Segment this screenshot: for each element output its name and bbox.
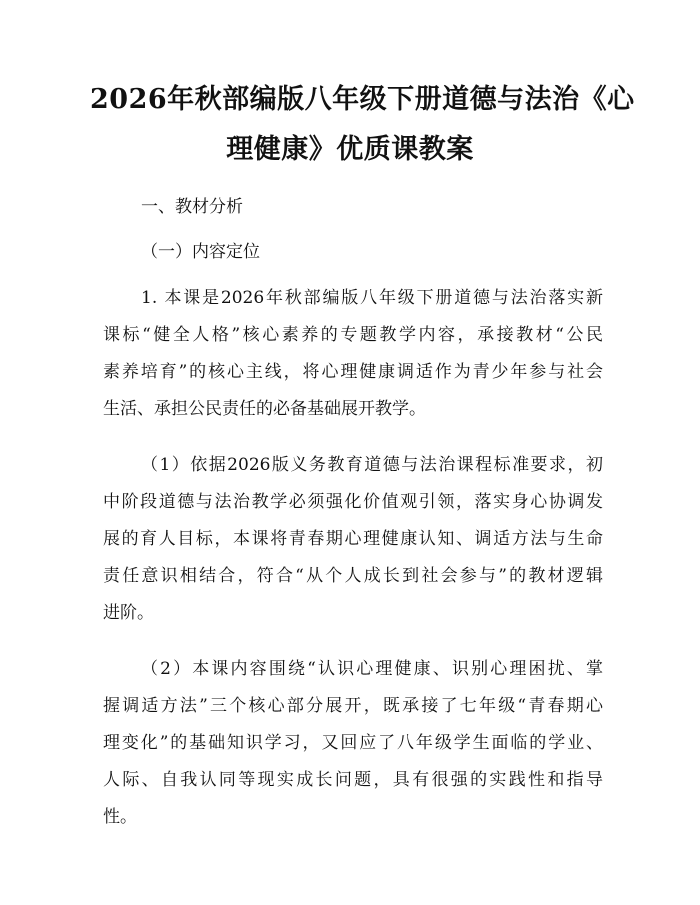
paragraph-3-line-3: 理变化”的基础知识学习，又回应了八年级学生面临的学业、 — [103, 733, 603, 753]
paragraph-3-line-2: 握调适方法”三个核心部分展开，既承接了七年级“青春期心 — [103, 696, 603, 716]
document-title-line-1: 2026年秋部编版八年级下册道德与法治《心 — [90, 84, 635, 115]
paragraph-1-line-3: 素养培育”的核心主线，将心理健康调适作为青少年参与社会 — [103, 362, 603, 382]
paragraph-3-line-1: （2）本课内容围绕“认识心理健康、识别心理困扰、掌 — [141, 659, 603, 679]
subsection-heading-content-positioning: （一）内容定位 — [141, 242, 260, 262]
paragraph-3-line-4: 人际、自我认同等现实成长问题，具有很强的实践性和指导 — [103, 770, 603, 790]
paragraph-2-line-2: 中阶段道德与法治教学必须强化价值观引领，落实身心协调发 — [103, 492, 603, 512]
document-title-line-2: 理健康》优质课教案 — [226, 134, 474, 165]
paragraph-1-line-1: 1. 本课是2026年秋部编版八年级下册道德与法治落实新 — [141, 288, 603, 308]
paragraph-3-line-5: 性。 — [103, 807, 137, 827]
paragraph-2-line-5: 进阶。 — [103, 603, 154, 623]
paragraph-1-line-2: 课标“健全人格”核心素养的专题教学内容，承接教材“公民 — [103, 325, 603, 345]
paragraph-1-line-4: 生活、承担公民责任的必备基础展开教学。 — [103, 399, 426, 419]
paragraph-2-line-4: 责任意识相结合，符合“从个人成长到社会参与”的教材逻辑 — [103, 566, 603, 586]
paragraph-2-line-3: 展的育人目标，本课将青春期心理健康认知、调适方法与生命 — [103, 529, 603, 549]
paragraph-2-line-1: （1）依据2026版义务教育道德与法治课程标准要求，初 — [141, 455, 603, 475]
section-heading-textbook-analysis: 一、教材分析 — [141, 197, 243, 217]
